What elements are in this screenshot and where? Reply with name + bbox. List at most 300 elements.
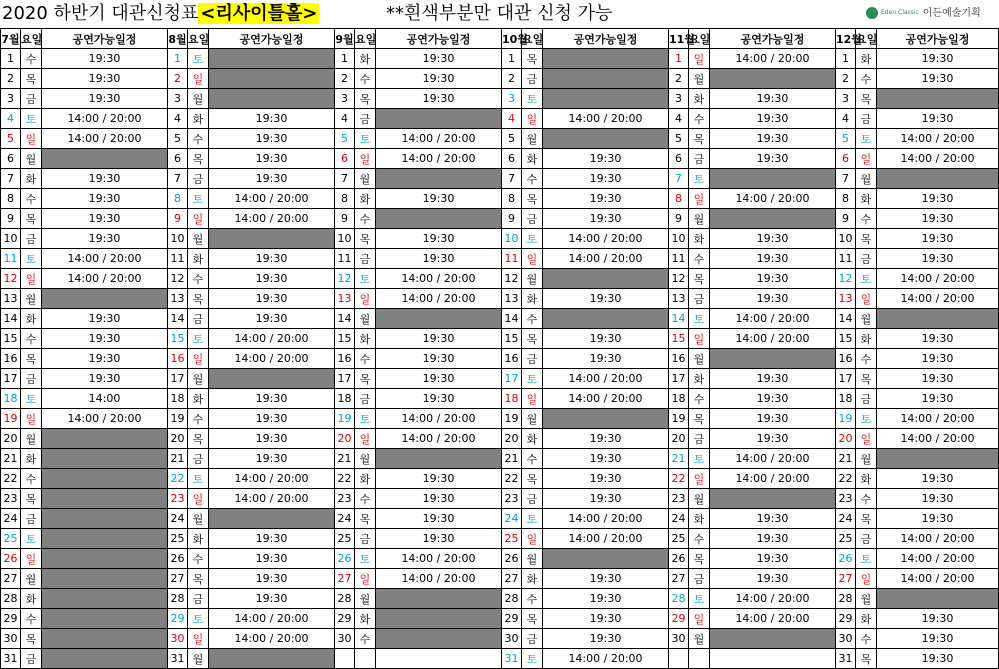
weekday-cell: 일: [856, 569, 877, 589]
available-time-cell[interactable]: 19:30: [209, 529, 335, 549]
day-number-cell: 19: [836, 409, 856, 429]
table-row: [1, 409, 999, 429]
table-row: [1, 589, 999, 609]
available-time-cell[interactable]: 14:00 / 20:00: [710, 329, 836, 349]
weekday-cell: 화: [522, 429, 543, 449]
weekday-cell: 화: [188, 529, 209, 549]
available-time-cell[interactable]: 14:00 / 20:00: [209, 609, 335, 629]
weekday-cell: 일: [856, 429, 877, 449]
weekday-cell: 화: [188, 389, 209, 409]
day-number-cell: 20: [669, 429, 689, 449]
available-time-cell[interactable]: 19:30: [376, 389, 502, 409]
available-time-cell[interactable]: 19:30: [42, 309, 168, 329]
weekday-cell: 금: [689, 429, 710, 449]
weekday-cell: 월: [522, 269, 543, 289]
available-time-cell[interactable]: 19:30: [376, 509, 502, 529]
available-time-cell[interactable]: 14:00 / 20:00: [710, 609, 836, 629]
weekday-cell: 월: [689, 629, 710, 649]
available-time-cell[interactable]: 19:30: [42, 89, 168, 109]
available-time-cell[interactable]: 14:00 / 20:00: [209, 349, 335, 369]
weekday-cell: 화: [355, 329, 376, 349]
available-time-cell[interactable]: 19:30: [877, 249, 999, 269]
weekday-cell: 금: [21, 369, 42, 389]
day-number-cell: 8: [335, 189, 355, 209]
available-time-cell[interactable]: 14:00 / 20:00: [209, 329, 335, 349]
day-number-cell: 27: [836, 569, 856, 589]
available-time-cell[interactable]: 19:30: [710, 429, 836, 449]
available-time-cell[interactable]: 14:00 / 20:00: [543, 229, 669, 249]
available-time-cell[interactable]: 19:30: [42, 209, 168, 229]
day-number-cell: 27: [168, 569, 188, 589]
available-time-cell[interactable]: 19:30: [42, 229, 168, 249]
weekday-cell: 일: [355, 149, 376, 169]
available-time-cell[interactable]: 14:00 / 20:00: [42, 409, 168, 429]
available-time-cell[interactable]: 19:30: [543, 469, 669, 489]
available-time-cell[interactable]: 14:00 / 20:00: [877, 529, 999, 549]
available-time-cell[interactable]: 19:30: [209, 269, 335, 289]
weekday-cell: 수: [856, 209, 877, 229]
day-number-cell: 1: [1, 49, 21, 69]
available-time-cell[interactable]: 19:30: [209, 129, 335, 149]
weekday-cell: 화: [689, 229, 710, 249]
weekday-cell: 수: [522, 589, 543, 609]
weekday-cell: 금: [188, 309, 209, 329]
available-time-cell[interactable]: 19:30: [877, 209, 999, 229]
weekday-cell: 일: [522, 529, 543, 549]
weekday-cell: 월: [522, 549, 543, 569]
weekday-cell: 월: [21, 149, 42, 169]
weekday-cell: 월: [355, 169, 376, 189]
day-number-cell: 26: [1, 549, 21, 569]
available-time-cell[interactable]: 19:30: [42, 69, 168, 89]
weekday-cell: 월: [856, 169, 877, 189]
sheet-title: [2, 1, 319, 27]
weekday-cell: 화: [355, 189, 376, 209]
available-time-cell[interactable]: 14:00 / 20:00: [877, 569, 999, 589]
day-number-cell: 30: [335, 629, 355, 649]
unavailable-cell: [543, 129, 669, 149]
available-time-cell[interactable]: 14:00 / 20:00: [376, 269, 502, 289]
available-time-cell[interactable]: 14:00 / 20:00: [710, 469, 836, 489]
weekday-cell: 화: [355, 609, 376, 629]
day-number-cell: 24: [836, 509, 856, 529]
available-time-cell[interactable]: 14:00 / 20:00: [42, 109, 168, 129]
weekday-cell: 일: [21, 269, 42, 289]
weekday-cell: 화: [522, 569, 543, 589]
weekday-cell: 화: [689, 89, 710, 109]
day-number-cell: 9: [502, 209, 522, 229]
day-number-cell: 19: [502, 409, 522, 429]
available-time-cell[interactable]: 19:30: [710, 89, 836, 109]
available-time-cell[interactable]: 14:00 / 20:00: [209, 189, 335, 209]
available-time-cell[interactable]: 14:00 / 20:00: [710, 49, 836, 69]
available-time-cell[interactable]: 19:30: [42, 49, 168, 69]
month-header: 11월: [669, 29, 689, 49]
day-number-cell: 21: [1, 449, 21, 469]
day-number-cell: 5: [502, 129, 522, 149]
day-number-cell: 16: [836, 349, 856, 369]
available-time-cell[interactable]: 19:30: [543, 189, 669, 209]
weekday-cell: 일: [355, 429, 376, 449]
available-time-cell[interactable]: 19:30: [376, 349, 502, 369]
weekday-cell: 금: [856, 109, 877, 129]
available-time-cell[interactable]: 14:00 / 20:00: [376, 289, 502, 309]
available-time-cell[interactable]: 19:30: [877, 509, 999, 529]
weekday-cell: 수: [856, 69, 877, 89]
available-time-cell[interactable]: 14:00 / 20:00: [209, 209, 335, 229]
day-number-cell: 11: [669, 249, 689, 269]
day-number-cell: 14: [168, 309, 188, 329]
available-time-cell[interactable]: 14:00 / 20:00: [710, 449, 836, 469]
available-time-cell[interactable]: 14:00 / 20:00: [877, 549, 999, 569]
weekday-cell: 금: [689, 289, 710, 309]
available-time-cell[interactable]: 19:30: [376, 329, 502, 349]
available-time-cell[interactable]: 19:30: [42, 369, 168, 389]
available-time-cell[interactable]: 19:30: [209, 249, 335, 269]
available-time-cell[interactable]: 19:30: [376, 249, 502, 269]
available-time-cell[interactable]: 19:30: [877, 349, 999, 369]
day-number-cell: 26: [836, 549, 856, 569]
weekday-cell: 금: [355, 529, 376, 549]
weekday-cell: 월: [689, 349, 710, 369]
available-time-cell[interactable]: 19:30: [710, 109, 836, 129]
weekday-cell: 화: [355, 469, 376, 489]
weekday-cell: 토: [21, 389, 42, 409]
weekday-cell: 토: [21, 249, 42, 269]
day-number-cell: 4: [335, 109, 355, 129]
title-main: 2020 하반기 대관신청표: [2, 3, 199, 24]
weekday-cell: 수: [355, 69, 376, 89]
available-time-cell[interactable]: 19:30: [376, 369, 502, 389]
unavailable-cell: [710, 629, 836, 649]
day-number-cell: 25: [335, 529, 355, 549]
schedule-table: [0, 28, 999, 669]
available-time-cell[interactable]: 19:30: [376, 49, 502, 69]
available-time-cell[interactable]: 19:30: [710, 569, 836, 589]
table-row: [1, 429, 999, 449]
weekday-cell: 목: [689, 409, 710, 429]
available-time-cell[interactable]: 19:30: [877, 109, 999, 129]
available-time-cell[interactable]: 14:00 / 20:00: [209, 489, 335, 509]
day-number-cell: 29: [335, 609, 355, 629]
available-time-cell[interactable]: 19:30: [710, 389, 836, 409]
header-row: [1, 29, 999, 49]
weekday-cell: 월: [689, 69, 710, 89]
table-row: [1, 349, 999, 369]
available-time-cell[interactable]: 19:30: [376, 229, 502, 249]
available-time-cell[interactable]: 14:00 / 20:00: [376, 129, 502, 149]
available-time-cell[interactable]: 14:00 / 20:00: [710, 189, 836, 209]
table-row: [1, 209, 999, 229]
available-time-cell[interactable]: 19:30: [710, 289, 836, 309]
available-time-cell[interactable]: 19:30: [42, 189, 168, 209]
weekday-cell: 목: [188, 149, 209, 169]
available-time-cell[interactable]: 19:30: [209, 109, 335, 129]
weekday-cell: 토: [856, 549, 877, 569]
title-row: [0, 0, 998, 28]
available-time-cell[interactable]: 19:30: [877, 649, 999, 669]
day-number-cell: 16: [168, 349, 188, 369]
schedule-header: 공연가능일정: [877, 29, 999, 49]
dow-header: 요일: [188, 29, 209, 49]
available-time-cell[interactable]: 14:00 / 20:00: [543, 249, 669, 269]
available-time-cell[interactable]: 14:00 / 20:00: [209, 629, 335, 649]
available-time-cell[interactable]: 19:30: [710, 149, 836, 169]
available-time-cell[interactable]: 19:30: [543, 449, 669, 469]
day-number-cell: 30: [502, 629, 522, 649]
available-time-cell[interactable]: 19:30: [710, 549, 836, 569]
day-number-cell: 13: [836, 289, 856, 309]
available-time-cell[interactable]: 14:00 / 20:00: [877, 289, 999, 309]
available-time-cell[interactable]: 19:30: [543, 169, 669, 189]
available-time-cell[interactable]: 19:30: [543, 209, 669, 229]
available-time-cell[interactable]: 19:30: [543, 609, 669, 629]
unavailable-cell: [877, 89, 999, 109]
available-time-cell[interactable]: 14:00 / 20:00: [543, 529, 669, 549]
available-time-cell[interactable]: 14:00 / 20:00: [376, 569, 502, 589]
day-number-cell: 15: [669, 329, 689, 349]
available-time-cell[interactable]: 19:30: [877, 329, 999, 349]
dow-header: 요일: [856, 29, 877, 49]
available-time-cell[interactable]: 19:30: [877, 229, 999, 249]
day-number-cell: 29: [836, 609, 856, 629]
available-time-cell[interactable]: 14:00 / 20:00: [877, 409, 999, 429]
available-time-cell[interactable]: 19:30: [209, 309, 335, 329]
weekday-cell: 일: [856, 149, 877, 169]
day-number-cell: 5: [168, 129, 188, 149]
available-time-cell[interactable]: 14:00 / 20:00: [376, 549, 502, 569]
day-number-cell: 18: [836, 389, 856, 409]
weekday-cell: 금: [856, 249, 877, 269]
available-time-cell[interactable]: 19:30: [710, 509, 836, 529]
weekday-cell: 수: [188, 549, 209, 569]
availability-note: **흰색부분만 대관 신청 가능: [386, 3, 613, 24]
day-number-cell: 7: [669, 169, 689, 189]
available-time-cell[interactable]: 19:30: [209, 449, 335, 469]
available-time-cell[interactable]: 19:30: [877, 369, 999, 389]
weekday-cell: 토: [355, 269, 376, 289]
available-time-cell[interactable]: 14:00 / 20:00: [710, 309, 836, 329]
available-time-cell[interactable]: 19:30: [376, 529, 502, 549]
available-time-cell[interactable]: 19:30: [710, 249, 836, 269]
day-number-cell: 2: [168, 69, 188, 89]
weekday-cell: 수: [355, 209, 376, 229]
available-time-cell[interactable]: 19:30: [209, 589, 335, 609]
weekday-cell: 월: [188, 509, 209, 529]
schedule-header: 공연가능일정: [42, 29, 168, 49]
weekday-cell: 수: [689, 389, 710, 409]
weekday-cell: 월: [522, 129, 543, 149]
weekday-cell: 목: [188, 569, 209, 589]
unavailable-cell: [42, 649, 168, 669]
day-number-cell: 30: [168, 629, 188, 649]
weekday-cell: 일: [522, 389, 543, 409]
weekday-cell: 일: [856, 289, 877, 309]
available-time-cell[interactable]: 19:30: [543, 149, 669, 169]
day-number-cell: 1: [168, 49, 188, 69]
available-time-cell[interactable]: 19:30: [877, 609, 999, 629]
available-time-cell[interactable]: 14:00 / 20:00: [376, 409, 502, 429]
day-number-cell: 9: [1, 209, 21, 229]
available-time-cell[interactable]: 19:30: [543, 349, 669, 369]
day-number-cell: 29: [669, 609, 689, 629]
available-time-cell[interactable]: 19:30: [209, 289, 335, 309]
unavailable-cell: [42, 509, 168, 529]
day-number-cell: 25: [502, 529, 522, 549]
day-number-cell: 14: [836, 309, 856, 329]
day-number-cell: 1: [502, 49, 522, 69]
available-time-cell[interactable]: 19:30: [543, 629, 669, 649]
day-number-cell: 26: [168, 549, 188, 569]
available-time-cell[interactable]: 19:30: [209, 409, 335, 429]
table-row: [1, 509, 999, 529]
available-time-cell[interactable]: 14:00 / 20:00: [376, 149, 502, 169]
available-time-cell[interactable]: 19:30: [877, 629, 999, 649]
weekday-cell: 수: [188, 409, 209, 429]
available-time-cell[interactable]: 14:00: [42, 389, 168, 409]
available-time-cell[interactable]: 19:30: [877, 489, 999, 509]
weekday-cell: 목: [856, 509, 877, 529]
available-time-cell[interactable]: 19:30: [710, 369, 836, 389]
available-time-cell[interactable]: 14:00 / 20:00: [877, 269, 999, 289]
available-time-cell[interactable]: 19:30: [209, 549, 335, 569]
weekday-cell: 일: [689, 49, 710, 69]
available-time-cell[interactable]: 19:30: [877, 189, 999, 209]
weekday-cell: 화: [21, 449, 42, 469]
day-number-cell: 3: [502, 89, 522, 109]
available-time-cell[interactable]: 19:30: [543, 569, 669, 589]
available-time-cell[interactable]: 14:00 / 20:00: [710, 589, 836, 609]
weekday-cell: 금: [522, 349, 543, 369]
unavailable-cell: [42, 289, 168, 309]
day-number-cell: 20: [502, 429, 522, 449]
day-number-cell: 14: [669, 309, 689, 329]
weekday-cell: 화: [689, 509, 710, 529]
available-time-cell[interactable]: 19:30: [376, 89, 502, 109]
available-time-cell[interactable]: 19:30: [376, 469, 502, 489]
available-time-cell[interactable]: 14:00 / 20:00: [877, 429, 999, 449]
available-time-cell[interactable]: 19:30: [376, 69, 502, 89]
unavailable-cell: [376, 169, 502, 189]
available-time-cell[interactable]: 19:30: [710, 409, 836, 429]
table-row: [1, 449, 999, 469]
logo-subtext: Eden Classic: [881, 9, 919, 16]
unavailable-cell: [42, 489, 168, 509]
available-time-cell[interactable]: 14:00 / 20:00: [877, 129, 999, 149]
available-time-cell[interactable]: 14:00 / 20:00: [42, 269, 168, 289]
available-time-cell[interactable]: 19:30: [376, 189, 502, 209]
available-time-cell[interactable]: 19:30: [209, 169, 335, 189]
weekday-cell: 수: [689, 109, 710, 129]
available-time-cell[interactable]: 19:30: [877, 49, 999, 69]
table-row: [1, 69, 999, 89]
table-row: [1, 329, 999, 349]
dow-header: 요일: [21, 29, 42, 49]
available-time-cell[interactable]: 19:30: [710, 229, 836, 249]
logo-circle-icon: [866, 7, 878, 19]
available-time-cell[interactable]: 19:30: [209, 569, 335, 589]
schedule-header: 공연가능일정: [710, 29, 836, 49]
schedule-header: 공연가능일정: [376, 29, 502, 49]
table-row: [1, 49, 999, 69]
weekday-cell: 목: [689, 129, 710, 149]
available-time-cell[interactable]: 14:00 / 20:00: [543, 109, 669, 129]
unavailable-cell: [710, 69, 836, 89]
available-time-cell[interactable]: 14:00 / 20:00: [209, 469, 335, 489]
available-time-cell[interactable]: 19:30: [543, 329, 669, 349]
available-time-cell[interactable]: 19:30: [209, 389, 335, 409]
day-number-cell: 2: [836, 69, 856, 89]
weekday-cell: 일: [689, 609, 710, 629]
unavailable-cell: [42, 629, 168, 649]
available-time-cell[interactable]: 19:30: [877, 389, 999, 409]
available-time-cell[interactable]: 19:30: [42, 169, 168, 189]
weekday-cell: 일: [689, 469, 710, 489]
available-time-cell[interactable]: 19:30: [543, 429, 669, 449]
empty-cell: [689, 649, 710, 669]
day-number-cell: 12: [168, 269, 188, 289]
available-time-cell[interactable]: 19:30: [42, 329, 168, 349]
available-time-cell[interactable]: 14:00 / 20:00: [543, 389, 669, 409]
available-time-cell[interactable]: 19:30: [209, 429, 335, 449]
available-time-cell[interactable]: 19:30: [209, 149, 335, 169]
available-time-cell[interactable]: 19:30: [710, 129, 836, 149]
available-time-cell[interactable]: 14:00 / 20:00: [42, 129, 168, 149]
day-number-cell: 28: [669, 589, 689, 609]
weekday-cell: 월: [689, 489, 710, 509]
available-time-cell[interactable]: 19:30: [710, 529, 836, 549]
available-time-cell[interactable]: 19:30: [376, 489, 502, 509]
day-number-cell: 14: [335, 309, 355, 329]
day-number-cell: 12: [1, 269, 21, 289]
available-time-cell[interactable]: 19:30: [543, 589, 669, 609]
empty-cell: [669, 649, 689, 669]
weekday-cell: 수: [522, 309, 543, 329]
weekday-cell: 월: [21, 569, 42, 589]
available-time-cell[interactable]: 19:30: [543, 489, 669, 509]
available-time-cell[interactable]: 14:00 / 20:00: [543, 369, 669, 389]
available-time-cell[interactable]: 19:30: [42, 349, 168, 369]
available-time-cell[interactable]: 14:00 / 20:00: [376, 429, 502, 449]
weekday-cell: 목: [856, 369, 877, 389]
day-number-cell: 4: [168, 109, 188, 129]
available-time-cell[interactable]: 19:30: [710, 269, 836, 289]
available-time-cell[interactable]: 19:30: [543, 289, 669, 309]
day-number-cell: 21: [335, 449, 355, 469]
unavailable-cell: [209, 369, 335, 389]
table-row: [1, 89, 999, 109]
available-time-cell[interactable]: 14:00 / 20:00: [42, 249, 168, 269]
available-time-cell[interactable]: 14:00 / 20:00: [877, 149, 999, 169]
day-number-cell: 26: [669, 549, 689, 569]
day-number-cell: 24: [502, 509, 522, 529]
available-time-cell[interactable]: 14:00 / 20:00: [543, 649, 669, 669]
day-number-cell: 22: [502, 469, 522, 489]
weekday-cell: 수: [856, 349, 877, 369]
day-number-cell: 27: [1, 569, 21, 589]
weekday-cell: 월: [188, 229, 209, 249]
day-number-cell: 9: [836, 209, 856, 229]
available-time-cell[interactable]: 19:30: [877, 469, 999, 489]
available-time-cell[interactable]: 19:30: [877, 69, 999, 89]
day-number-cell: 9: [335, 209, 355, 229]
weekday-cell: 일: [188, 209, 209, 229]
available-time-cell[interactable]: 14:00 / 20:00: [543, 509, 669, 529]
day-number-cell: 5: [836, 129, 856, 149]
day-number-cell: 4: [502, 109, 522, 129]
day-number-cell: 7: [502, 169, 522, 189]
table-row: [1, 269, 999, 289]
